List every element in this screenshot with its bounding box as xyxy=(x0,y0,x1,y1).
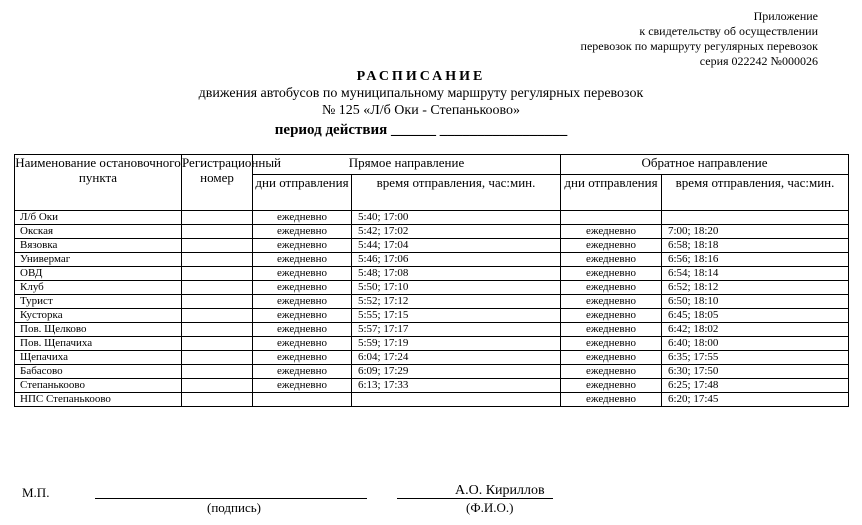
forward-time-cell: 6:04; 17:24 xyxy=(352,351,561,365)
backward-time-cell: 6:58; 18:18 xyxy=(662,239,849,253)
forward-days-cell: ежедневно xyxy=(253,295,352,309)
stop-name-cell: Универмаг xyxy=(15,253,182,267)
backward-days-cell: ежедневно xyxy=(561,309,662,323)
signatory-name: А.О. Кириллов xyxy=(455,483,545,498)
reg-number-cell xyxy=(182,211,253,225)
backward-time-cell: 6:20; 17:45 xyxy=(662,393,849,407)
backward-days-cell xyxy=(561,211,662,225)
reg-number-cell xyxy=(182,239,253,253)
backward-time-cell: 6:52; 18:12 xyxy=(662,281,849,295)
document-subtitle: движения автобусов по муниципальному маршруту регулярных перевозок xyxy=(198,86,644,101)
table-row xyxy=(15,351,849,365)
schedule-body xyxy=(15,211,849,407)
header-backward-time: время отправления, час:мин. xyxy=(662,175,849,211)
header-reg-number: Регистрационный номер xyxy=(182,155,253,211)
backward-time-cell: 6:45; 18:05 xyxy=(662,309,849,323)
forward-days-cell: ежедневно xyxy=(253,351,352,365)
signature-caption: (подпись) xyxy=(207,500,261,515)
header-backward-direction: Обратное направление xyxy=(561,155,849,175)
reg-number-cell xyxy=(182,351,253,365)
stamp-label: М.П. xyxy=(22,485,50,500)
forward-time-cell: 5:50; 17:10 xyxy=(352,281,561,295)
header-forward-days: дни отправления xyxy=(253,175,352,211)
table-row xyxy=(15,281,849,295)
forward-time-cell: 5:40; 17:00 xyxy=(352,211,561,225)
schedule-table xyxy=(14,154,849,407)
appendix-series: серия 022242 №000026 xyxy=(699,54,818,68)
header-forward-direction: Прямое направление xyxy=(253,155,561,175)
stop-name-cell: НПС Степанькоово xyxy=(15,393,182,407)
reg-number-cell xyxy=(182,379,253,393)
forward-days-cell: ежедневно xyxy=(253,309,352,323)
forward-days-cell: ежедневно xyxy=(253,211,352,225)
stop-name-cell: Щепачиха xyxy=(15,351,182,365)
forward-days-cell: ежедневно xyxy=(253,239,352,253)
document-title: РАСПИСАНИЕ xyxy=(356,69,486,84)
forward-time-cell: 5:42; 17:02 xyxy=(352,225,561,239)
forward-days-cell: ежедневно xyxy=(253,267,352,281)
backward-time-cell: 6:35; 17:55 xyxy=(662,351,849,365)
reg-number-cell xyxy=(182,253,253,267)
stop-name-cell: Пов. Щепачиха xyxy=(15,337,182,351)
stop-name-cell: ОВД xyxy=(15,267,182,281)
forward-time-cell: 5:59; 17:19 xyxy=(352,337,561,351)
forward-time-cell: 5:44; 17:04 xyxy=(352,239,561,253)
backward-days-cell: ежедневно xyxy=(561,351,662,365)
table-row xyxy=(15,323,849,337)
table-row xyxy=(15,239,849,253)
forward-days-cell: ежедневно xyxy=(253,365,352,379)
table-row xyxy=(15,253,849,267)
header-forward-time: время отправления, час:мин. xyxy=(352,175,561,211)
forward-days-cell: ежедневно xyxy=(253,281,352,295)
name-caption: (Ф.И.О.) xyxy=(466,500,514,515)
stop-name-cell: Бабасово xyxy=(15,365,182,379)
forward-time-cell xyxy=(352,393,561,407)
backward-days-cell: ежедневно xyxy=(561,281,662,295)
backward-time-cell: 6:30; 17:50 xyxy=(662,365,849,379)
backward-time-cell: 6:54; 18:14 xyxy=(662,267,849,281)
backward-days-cell: ежедневно xyxy=(561,365,662,379)
forward-time-cell: 5:55; 17:15 xyxy=(352,309,561,323)
table-row xyxy=(15,379,849,393)
validity-period: период действия ______ _________________ xyxy=(274,122,568,138)
appendix-line: перевозок по маршруту регулярных перевозок xyxy=(580,39,818,53)
forward-days-cell: ежедневно xyxy=(253,323,352,337)
route-number: № 125 «Л/б Оки - Степанькоово» xyxy=(321,103,521,118)
forward-time-cell: 6:13; 17:33 xyxy=(352,379,561,393)
appendix-title: Приложение xyxy=(753,9,818,23)
forward-time-cell: 5:48; 17:08 xyxy=(352,267,561,281)
table-row xyxy=(15,365,849,379)
table-row xyxy=(15,225,849,239)
backward-time-cell: 6:42; 18:02 xyxy=(662,323,849,337)
backward-days-cell: ежедневно xyxy=(561,379,662,393)
backward-time-cell: 6:40; 18:00 xyxy=(662,337,849,351)
table-row xyxy=(15,309,849,323)
table-row xyxy=(15,393,849,407)
table-row xyxy=(15,295,849,309)
document-heading xyxy=(0,68,842,119)
reg-number-cell xyxy=(182,365,253,379)
reg-number-cell xyxy=(182,393,253,407)
stop-name-cell: Пов. Щелково xyxy=(15,323,182,337)
backward-days-cell: ежедневно xyxy=(561,393,662,407)
backward-days-cell: ежедневно xyxy=(561,253,662,267)
forward-time-cell: 6:09; 17:29 xyxy=(352,365,561,379)
forward-days-cell: ежедневно xyxy=(253,379,352,393)
stop-name-cell: Турист xyxy=(15,295,182,309)
header-stop-name: Наименование остановочного пункта xyxy=(15,155,182,211)
signature-line xyxy=(95,498,367,499)
table-row xyxy=(15,211,849,225)
stop-name-cell: Л/б Оки xyxy=(15,211,182,225)
backward-days-cell: ежедневно xyxy=(561,295,662,309)
backward-days-cell: ежедневно xyxy=(561,323,662,337)
backward-time-cell xyxy=(662,211,849,225)
backward-days-cell: ежедневно xyxy=(561,267,662,281)
forward-time-cell: 5:46; 17:06 xyxy=(352,253,561,267)
appendix-line: к свидетельству об осуществлении xyxy=(639,24,818,38)
appendix-header xyxy=(478,9,818,69)
stop-name-cell: Степанькоово xyxy=(15,379,182,393)
backward-days-cell: ежедневно xyxy=(561,239,662,253)
stop-name-cell: Клуб xyxy=(15,281,182,295)
backward-time-cell: 7:00; 18:20 xyxy=(662,225,849,239)
reg-number-cell xyxy=(182,309,253,323)
backward-time-cell: 6:56; 18:16 xyxy=(662,253,849,267)
forward-days-cell: ежедневно xyxy=(253,337,352,351)
backward-days-cell: ежедневно xyxy=(561,225,662,239)
reg-number-cell xyxy=(182,281,253,295)
reg-number-cell xyxy=(182,225,253,239)
forward-days-cell: ежедневно xyxy=(253,253,352,267)
forward-days-cell: ежедневно xyxy=(253,225,352,239)
forward-time-cell: 5:57; 17:17 xyxy=(352,323,561,337)
backward-time-cell: 6:25; 17:48 xyxy=(662,379,849,393)
reg-number-cell xyxy=(182,323,253,337)
stop-name-cell: Окская xyxy=(15,225,182,239)
stop-name-cell: Вязовка xyxy=(15,239,182,253)
reg-number-cell xyxy=(182,267,253,281)
reg-number-cell xyxy=(182,295,253,309)
backward-days-cell: ежедневно xyxy=(561,337,662,351)
forward-days-cell xyxy=(253,393,352,407)
table-row xyxy=(15,267,849,281)
reg-number-cell xyxy=(182,337,253,351)
header-backward-days: дни отправления xyxy=(561,175,662,211)
table-row xyxy=(15,337,849,351)
stop-name-cell: Кусторка xyxy=(15,309,182,323)
backward-time-cell: 6:50; 18:10 xyxy=(662,295,849,309)
forward-time-cell: 5:52; 17:12 xyxy=(352,295,561,309)
